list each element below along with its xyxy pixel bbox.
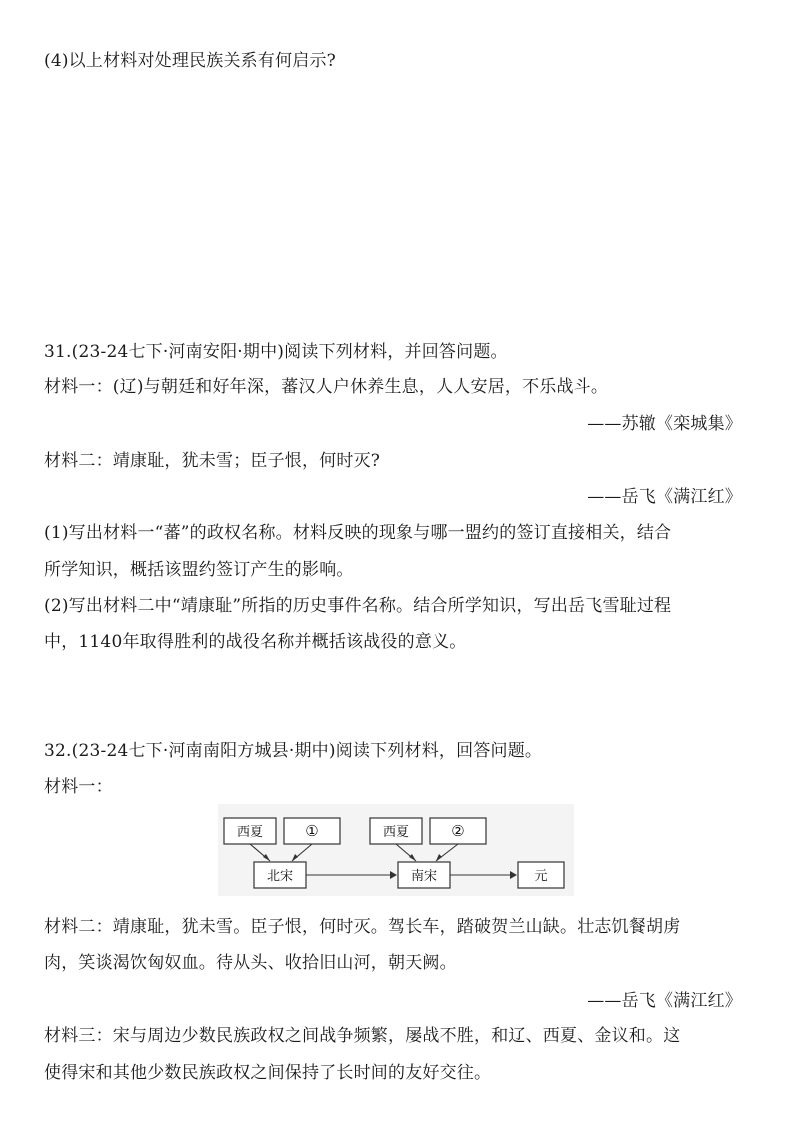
- label-circle-1: ①: [305, 822, 319, 840]
- q32-material-3-line-1: 材料三：宋与周边少数民族政权之间战争频繁，屡战不胜，和辽、西夏、金议和。这: [44, 1026, 681, 1046]
- q31-subquestion-2-line-2: 中，1140年取得胜利的战役名称并概括该战役的意义。: [44, 632, 467, 652]
- q31-subquestion-1-line-1: (1)写出材料一“蕃”的政权名称。材料反映的现象与哪一盟约的签订直接相关，结合: [44, 523, 672, 543]
- q32-material-2-source: ——岳飞《满江红》: [587, 991, 742, 1011]
- q32-material-2-line-2: 肉，笑谈渴饮匈奴血。待从头、收拾旧山河，朝天阙。: [44, 953, 457, 973]
- label-xixia-1: 西夏: [236, 825, 264, 840]
- question-31-title: 31.(23-24七下·河南安阳·期中)阅读下列材料，并回答问题。: [44, 342, 508, 362]
- q31-material-1-source: ——苏辙《栾城集》: [587, 414, 742, 434]
- q31-material-2: 材料二：靖康耻，犹未雪；臣子恨，何时灭?: [44, 451, 381, 471]
- q31-subquestion-1-line-2: 所学知识，概括该盟约签订产生的影响。: [44, 560, 354, 580]
- label-yuan: 元: [534, 869, 548, 884]
- question-30-part-4: (4)以上材料对处理民族关系有何启示?: [44, 51, 336, 71]
- question-32-title: 32.(23-24七下·河南南阳方城县·期中)阅读下列材料，回答问题。: [44, 741, 543, 761]
- label-circle-2: ②: [451, 822, 465, 840]
- q31-subquestion-2-line-1: (2)写出材料二中“靖康耻”所指的历史事件名称。结合所学知识，写出岳飞雪耻过程: [44, 596, 672, 616]
- label-beisong: 北宋: [266, 869, 294, 884]
- label-nansong: 南宋: [410, 869, 438, 884]
- dynasty-relations-diagram: [218, 804, 574, 896]
- q32-material-2-line-1: 材料二：靖康耻，犹未雪。臣子恨，何时灭。驾长车，踏破贺兰山缺。壮志饥餐胡虏: [44, 917, 681, 937]
- q31-material-1: 材料一：(辽)与朝廷和好年深，蕃汉人户休养生息，人人安居，不乐战斗。: [44, 377, 609, 397]
- label-xixia-2: 西夏: [382, 825, 410, 840]
- q32-material-1-label: 材料一：: [44, 777, 113, 797]
- q32-material-3-line-2: 使得宋和其他少数民族政权之间保持了长时间的友好交往。: [44, 1063, 492, 1083]
- q31-material-2-source: ——岳飞《满江红》: [587, 487, 742, 507]
